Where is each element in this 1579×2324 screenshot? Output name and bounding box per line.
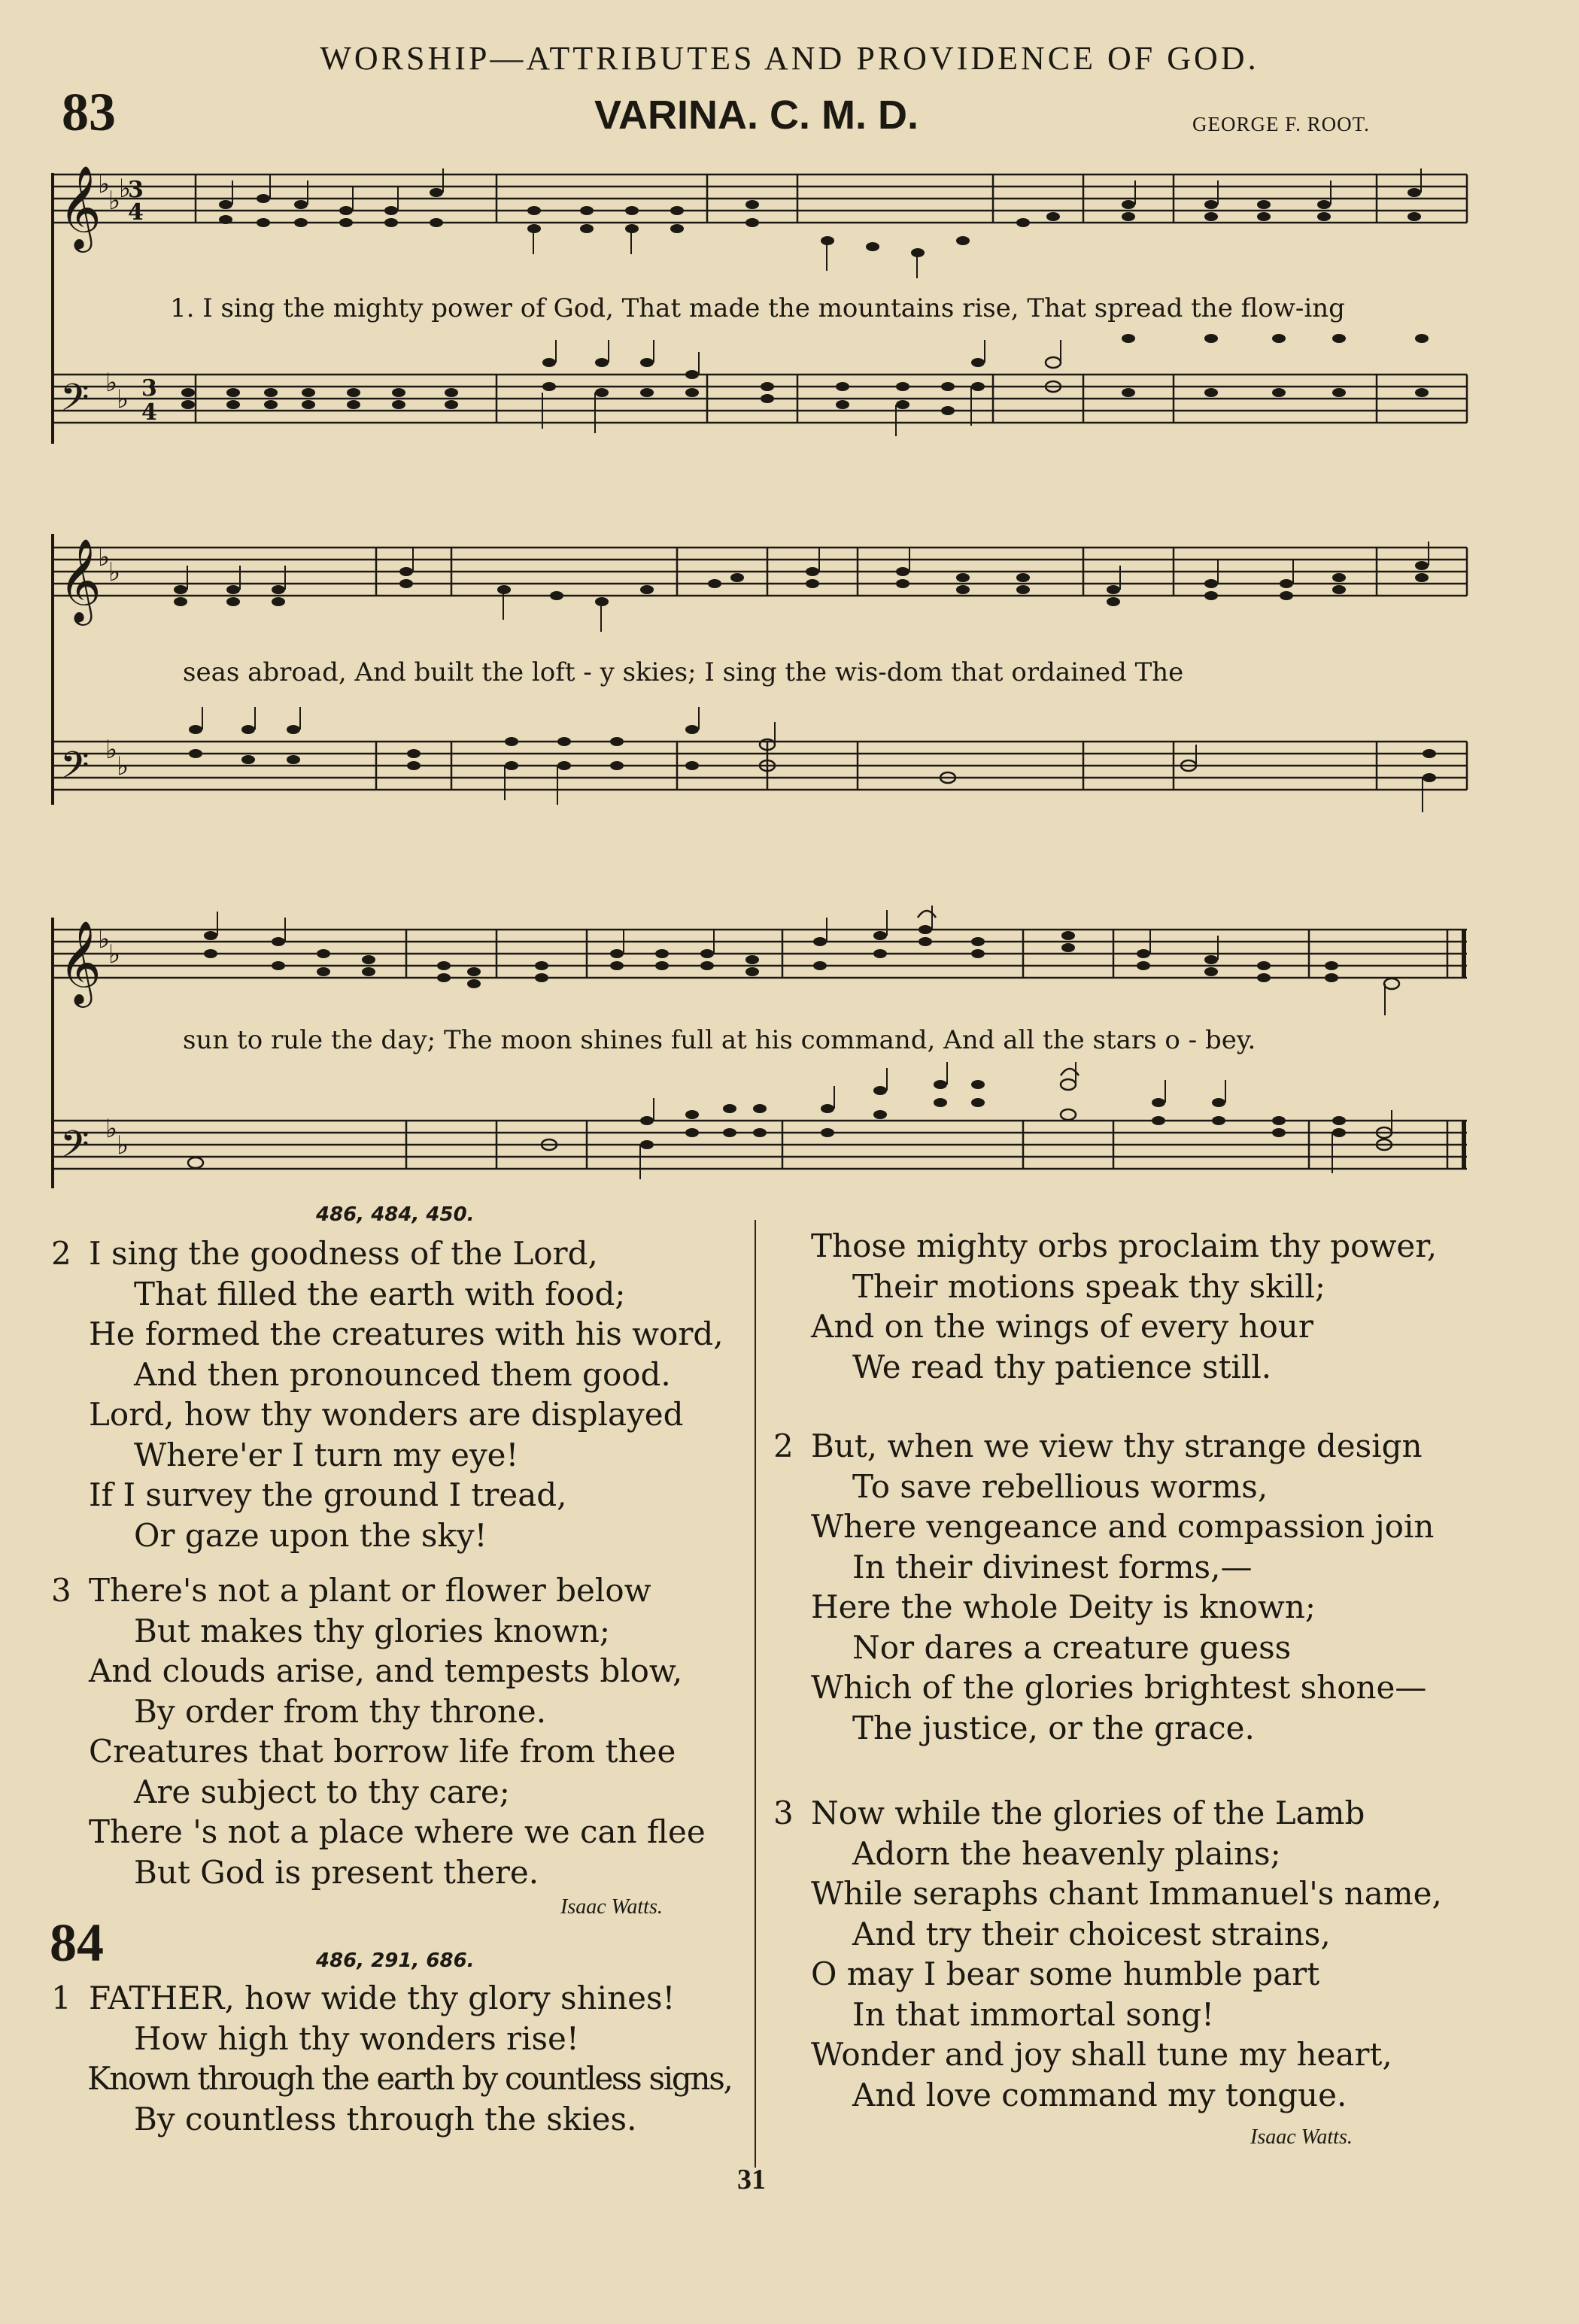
svg-text:4: 4	[128, 199, 144, 226]
column-divider	[755, 1220, 756, 2168]
svg-text:♭: ♭	[117, 384, 129, 414]
hymn-84-right-column: Those mighty orbs proclaim thy power, Their motions speak thy skill; And on the wings of every hour We read thy patience still. 2 But, when we view thy strange design To save rebellious worms, Where vengeance and compassion join In their divinest forms,— Here the whole Deity is known; Nor dares a creature guess Which of the glories brightest shone— The justice, or the grace. 3 Now while the glories of the Lamb Adorn the heavenly plains; While seraphs chant Immanuel's name, And try their choicest strains, O may I bear some humble part In that immortal song! Wonder and joy shall tune my heart, And love command my tongue.	[773, 1227, 1442, 2113]
lyric-line-1: 1. I sing the mighty power of God, That made the mountains rise, That spread the flow-ing	[170, 293, 1345, 323]
svg-text:3: 3	[141, 375, 157, 402]
svg-text:♭: ♭	[119, 174, 132, 204]
svg-text:♭: ♭	[117, 751, 129, 781]
treble-clef-icon: 𝄞	[59, 165, 102, 249]
svg-text:4: 4	[141, 399, 157, 426]
svg-text:♭: ♭	[105, 735, 118, 765]
treble-clef-icon: 𝄞	[59, 920, 102, 1004]
tune-title: VARINA. C. M. D.	[594, 93, 919, 138]
hymn-84-author: Isaac Watts.	[1250, 2125, 1353, 2149]
page-number: 31	[737, 2164, 766, 2195]
hymn-84-tunes: 486, 291, 686.	[316, 1949, 475, 1972]
hymn-83-author: Isaac Watts.	[560, 1895, 663, 1919]
hymn-83-verses: 2 I sing the goodness of the Lord, That filled the earth with food; He formed the creatures with his word, And then pronounced them good. Lord, how thy wonders are displayed Where'er I turn my eye! If I survey the ground I tread, Or gaze upon the sky! 3 There's not a plant or flower below But makes thy glories known; And clouds arise, and tempests blow, By order from thy throne. Creatures that borrow life from thee Are subject to thy care; There 's not a place where we can flee But God is present there.	[51, 1233, 743, 1892]
composer: GEORGE F. ROOT.	[1192, 113, 1370, 135]
bass-clef-icon: 𝄢	[60, 1123, 90, 1176]
svg-text:♭: ♭	[105, 1114, 118, 1144]
svg-text:♭: ♭	[98, 169, 111, 199]
svg-text:♭: ♭	[98, 924, 111, 954]
treble-clef-icon: 𝄞	[59, 538, 102, 622]
svg-text:♭: ♭	[108, 557, 121, 587]
lyric-line-2: seas abroad, And built the loft - y skies; I sing the wis-dom that ordained The	[183, 657, 1184, 687]
svg-text:3: 3	[128, 177, 144, 203]
svg-text:♭: ♭	[108, 939, 121, 969]
hymn-84-number: 84	[50, 1913, 104, 1973]
bass-clef-icon: 𝄢	[60, 744, 90, 796]
svg-text:♭: ♭	[117, 1130, 129, 1160]
bass-clef-icon: 𝄢	[60, 376, 90, 429]
svg-text:♭: ♭	[108, 186, 121, 216]
lyric-line-3: sun to rule the day; The moon shines full at his command, And all the stars o - bey.	[183, 1025, 1256, 1055]
hymn-84-verse-1: 1 FATHER, how wide thy glory shines! How high thy wonders rise! Known through the earth by countless signs, By countless through the skies.	[51, 1980, 732, 2137]
svg-text:♭: ♭	[98, 542, 111, 572]
hymn-83-tunes: 486, 484, 450.	[316, 1203, 475, 1226]
bass-staff	[53, 375, 1467, 423]
page-header: WORSHIP—ATTRIBUTES AND PROVIDENCE OF GOD.	[320, 40, 1259, 77]
hymn-83-number: 83	[62, 82, 116, 142]
svg-text:♭: ♭	[105, 368, 118, 398]
verse-line: 2 I sing the goodness of the Lord,	[51, 1235, 598, 1272]
